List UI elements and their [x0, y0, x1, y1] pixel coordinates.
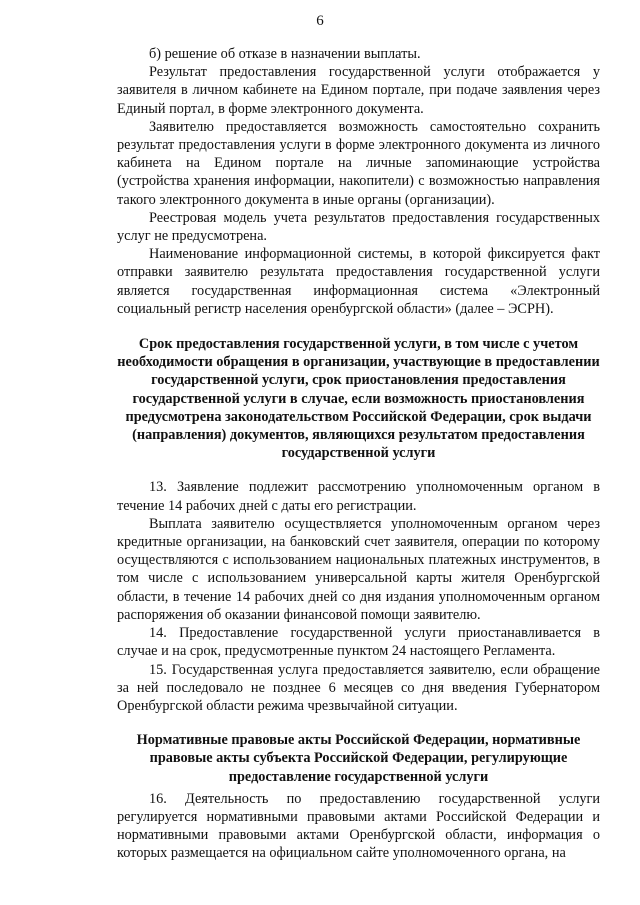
paragraph-refusal-decision: б) решение об отказе в назначении выплаты.	[149, 46, 421, 62]
paragraph-save-result: Заявителю предоставляется возможность самостоятельно сохранить результат предоставления услуги в форме электронного документа из личного кабинета на Едином портале на личные запоминающие устройства (устройства хранения информации, накопители) с возможностью направления такого электронного документа в иные органы (организации).	[117, 118, 600, 208]
paragraph-13: 13. Заявление подлежит рассмотрению уполномоченным органом в течение 14 рабочих дней с даты его регистрации.	[117, 479, 600, 514]
paragraph-result-display: Результат предоставления государственной услуги отображается у заявителя в личном кабинете на Едином портале, при подаче заявления через Единый портал, в форме электронного документа.	[117, 64, 600, 117]
paragraph-14: 14. Предоставление государственной услуги приостанавливается в случае и на срок, предусмотренные пунктом 24 настоящего Регламента.	[117, 625, 600, 660]
paragraph-payment: Выплата заявителю осуществляется уполномоченным органом через кредитные организации, на банковский счет заявителя, операции по которому осуществляются с использованием национальных платежных инструментов, в том числе с использованием универсальной карты жителя Оренбургской области, в течение 14 рабочих дней со дня издания уполномоченным органом распоряжения об оказании финансовой помощи заявителю.	[117, 515, 600, 623]
paragraph-15: 15. Государственная услуга предоставляется заявителю, если обращение за ней последовало не позднее 6 месяцев со дня введения Губернатором Оренбургской области режима чрезвычайной ситуации.	[117, 661, 600, 714]
document-body	[117, 45, 600, 863]
paragraph-registry-model: Реестровая модель учета результатов предоставления государственных услуг не предусмотрена.	[117, 209, 600, 245]
page-number: 6	[316, 13, 324, 29]
paragraph-16: 16. Деятельность по предоставлению государственной услуги регулируется нормативными правовыми актами Российской Федерации и нормативными правовыми актами Оренбургской области, информация о которых размещается на официальном сайте уполномоченного органа, на	[117, 790, 600, 862]
section-heading-service-term: Срок предоставления государственной услуги, в том числе с учетом необходимости обращения в организации, участвующие в предоставлении государственной услуги, срок приостановления предоставления государственной услуги в случае, если возможность приостановления предусмотрена законодательством Российской Федерации, срок выдачи (направления) документов, являющихся результатом предоставления государственной услуги	[117, 336, 600, 462]
section-heading-legal-acts: Нормативные правовые акты Российской Федерации, нормативные правовые акты субъекта Российской Федерации, регулирующие предоставление государственной услуги	[136, 732, 581, 785]
paragraph-information-system: Наименование информационной системы, в которой фиксируется факт отправки заявителю результата предоставления государственной услуги является государственная информационная система «Электронный социальный регистр населения оренбургской области» (далее – ЭСРН).	[117, 246, 600, 317]
